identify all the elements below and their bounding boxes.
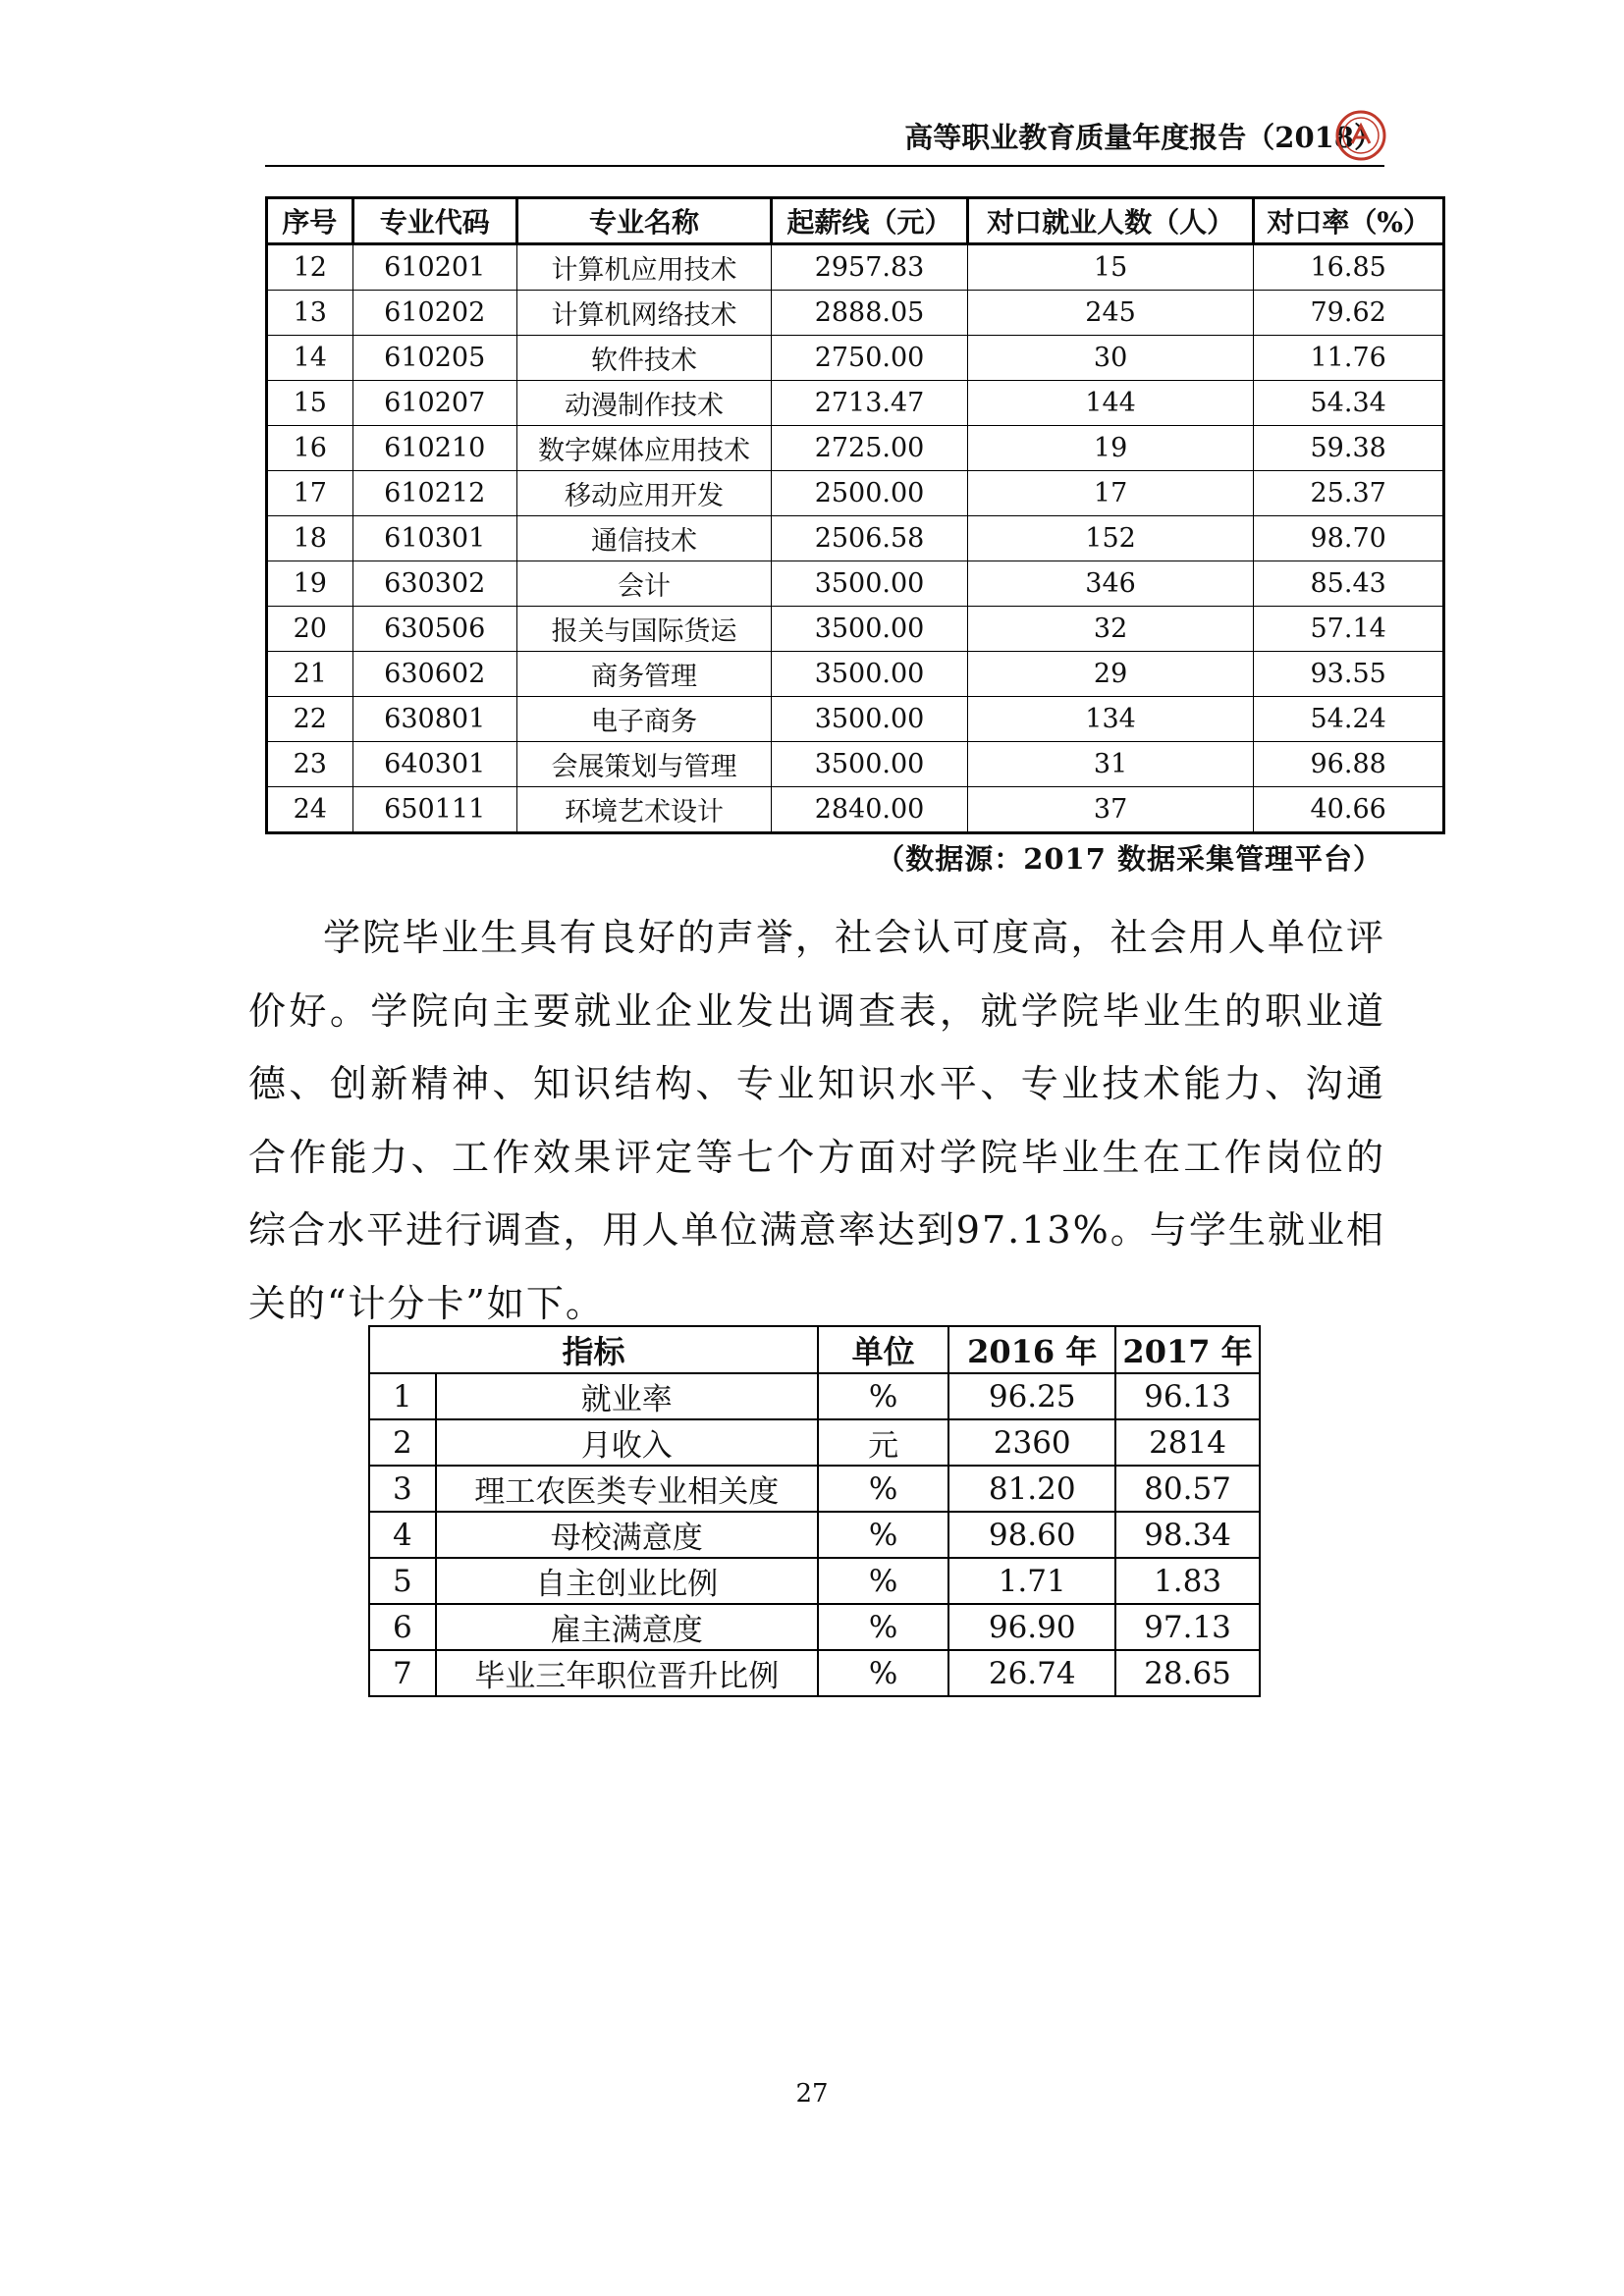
- cell-salary: 2713.47: [772, 381, 968, 426]
- cell-salary: 2957.83: [772, 244, 968, 291]
- col-header-code: 专业代码: [352, 198, 516, 244]
- cell-indicator: 母校满意度: [436, 1512, 818, 1558]
- cell-matched-count: 144: [967, 381, 1253, 426]
- cell-index: 12: [267, 244, 353, 291]
- cell-index: 2: [369, 1419, 436, 1466]
- cell-index: 3: [369, 1466, 436, 1512]
- col-header-index: 序号: [267, 198, 353, 244]
- table-row: [267, 471, 1444, 516]
- cell-code: 610301: [352, 516, 516, 561]
- cell-matched-count: 31: [967, 742, 1253, 787]
- cell-major-name: 软件技术: [516, 336, 771, 381]
- scorecard-table: [368, 1325, 1261, 1697]
- cell-matched-rate: 25.37: [1254, 471, 1444, 516]
- col-header-name: 专业名称: [516, 198, 771, 244]
- table-row: [267, 561, 1444, 607]
- cell-major-name: 商务管理: [516, 652, 771, 697]
- cell-index: 20: [267, 607, 353, 652]
- cell-matched-count: 245: [967, 291, 1253, 336]
- table-source-note: （数据源：2017 数据采集管理平台）: [876, 842, 1382, 876]
- cell-unit: %: [818, 1558, 948, 1604]
- cell-unit: %: [818, 1512, 948, 1558]
- cell-matched-count: 134: [967, 697, 1253, 742]
- cell-2016: 1.71: [948, 1558, 1115, 1604]
- cell-code: 610205: [352, 336, 516, 381]
- table-row: [369, 1558, 1260, 1604]
- cell-major-name: 移动应用开发: [516, 471, 771, 516]
- cell-unit: %: [818, 1604, 948, 1650]
- cell-index: 6: [369, 1604, 436, 1650]
- cell-major-name: 动漫制作技术: [516, 381, 771, 426]
- cell-index: 4: [369, 1512, 436, 1558]
- cell-matched-rate: 96.88: [1254, 742, 1444, 787]
- cell-2017: 96.13: [1115, 1373, 1260, 1419]
- cell-salary: 2840.00: [772, 787, 968, 833]
- cell-index: 14: [267, 336, 353, 381]
- cell-salary: 2500.00: [772, 471, 968, 516]
- cell-unit: 元: [818, 1419, 948, 1466]
- cell-matched-count: 29: [967, 652, 1253, 697]
- cell-matched-count: 37: [967, 787, 1253, 833]
- table-row: [267, 742, 1444, 787]
- table-row: [267, 381, 1444, 426]
- cell-2016: 96.25: [948, 1373, 1115, 1419]
- cell-matched-count: 32: [967, 607, 1253, 652]
- cell-index: 22: [267, 697, 353, 742]
- cell-code: 630602: [352, 652, 516, 697]
- cell-major-name: 环境艺术设计: [516, 787, 771, 833]
- cell-index: 1: [369, 1373, 436, 1419]
- cell-matched-rate: 54.34: [1254, 381, 1444, 426]
- cell-index: 21: [267, 652, 353, 697]
- cell-2017: 98.34: [1115, 1512, 1260, 1558]
- cell-2016: 26.74: [948, 1650, 1115, 1696]
- col-header-unit: 单位: [818, 1326, 948, 1373]
- cell-index: 13: [267, 291, 353, 336]
- cell-2017: 1.83: [1115, 1558, 1260, 1604]
- table-row: [267, 244, 1444, 291]
- cell-matched-count: 17: [967, 471, 1253, 516]
- cell-index: 19: [267, 561, 353, 607]
- cell-salary: 2888.05: [772, 291, 968, 336]
- cell-major-name: 数字媒体应用技术: [516, 426, 771, 471]
- cell-unit: %: [818, 1373, 948, 1419]
- cell-matched-rate: 93.55: [1254, 652, 1444, 697]
- cell-code: 610202: [352, 291, 516, 336]
- cell-indicator: 理工农医类专业相关度: [436, 1466, 818, 1512]
- cell-code: 610201: [352, 244, 516, 291]
- school-emblem-icon: [1335, 110, 1386, 161]
- cell-index: 15: [267, 381, 353, 426]
- col-header-2016: 2016 年: [948, 1326, 1115, 1373]
- cell-matched-count: 19: [967, 426, 1253, 471]
- col-header-matched-count: 对口就业人数（人）: [967, 198, 1253, 244]
- table-row: [267, 787, 1444, 833]
- table-row: [369, 1466, 1260, 1512]
- col-header-indicator: 指标: [369, 1326, 818, 1373]
- cell-index: 23: [267, 742, 353, 787]
- cell-matched-rate: 79.62: [1254, 291, 1444, 336]
- cell-major-name: 通信技术: [516, 516, 771, 561]
- cell-indicator: 毕业三年职位晋升比例: [436, 1650, 818, 1696]
- cell-salary: 3500.00: [772, 697, 968, 742]
- cell-matched-rate: 59.38: [1254, 426, 1444, 471]
- table-header-row: [369, 1326, 1260, 1373]
- cell-major-name: 计算机应用技术: [516, 244, 771, 291]
- cell-matched-rate: 85.43: [1254, 561, 1444, 607]
- table-row: [267, 652, 1444, 697]
- cell-matched-rate: 54.24: [1254, 697, 1444, 742]
- cell-code: 650111: [352, 787, 516, 833]
- page-number: 27: [795, 2079, 829, 2109]
- cell-index: 17: [267, 471, 353, 516]
- cell-2016: 96.90: [948, 1604, 1115, 1650]
- cell-salary: 3500.00: [772, 652, 968, 697]
- table-row: [369, 1373, 1260, 1419]
- cell-matched-rate: 98.70: [1254, 516, 1444, 561]
- cell-major-name: 电子商务: [516, 697, 771, 742]
- table-row: [267, 516, 1444, 561]
- cell-2017: 28.65: [1115, 1650, 1260, 1696]
- cell-code: 630506: [352, 607, 516, 652]
- cell-salary: 2725.00: [772, 426, 968, 471]
- cell-major-name: 报关与国际货运: [516, 607, 771, 652]
- col-header-matched-rate: 对口率（%）: [1254, 198, 1444, 244]
- cell-matched-rate: 57.14: [1254, 607, 1444, 652]
- cell-code: 610210: [352, 426, 516, 471]
- cell-major-name: 会展策划与管理: [516, 742, 771, 787]
- cell-code: 610212: [352, 471, 516, 516]
- cell-major-name: 计算机网络技术: [516, 291, 771, 336]
- cell-matched-count: 152: [967, 516, 1253, 561]
- cell-index: 5: [369, 1558, 436, 1604]
- cell-salary: 3500.00: [772, 742, 968, 787]
- table-row: [267, 607, 1444, 652]
- cell-2016: 81.20: [948, 1466, 1115, 1512]
- cell-code: 630801: [352, 697, 516, 742]
- cell-2017: 97.13: [1115, 1604, 1260, 1650]
- cell-2017: 2814: [1115, 1419, 1260, 1466]
- cell-matched-rate: 40.66: [1254, 787, 1444, 833]
- cell-matched-rate: 11.76: [1254, 336, 1444, 381]
- table-row: [369, 1419, 1260, 1466]
- cell-2017: 80.57: [1115, 1466, 1260, 1512]
- cell-matched-count: 346: [967, 561, 1253, 607]
- body-paragraph: 学院毕业生具有良好的声誉，社会认可度高，社会用人单位评价好。学院向主要就业企业发出调查表，就学院毕业生的职业道德、创新精神、知识结构、专业知识水平、专业技术能力、沟通合作能力、工作效果评定等七个方面对学院毕业生在工作岗位的综合水平进行调查，用人单位满意率达到97.13%。与学生就业相关的“计分卡”如下。: [248, 916, 1385, 1325]
- cell-indicator: 自主创业比例: [436, 1558, 818, 1604]
- cell-code: 610207: [352, 381, 516, 426]
- cell-code: 640301: [352, 742, 516, 787]
- cell-salary: 2506.58: [772, 516, 968, 561]
- cell-index: 16: [267, 426, 353, 471]
- report-header-title: 高等职业教育质量年度报告（2018）: [904, 121, 1382, 154]
- cell-salary: 2750.00: [772, 336, 968, 381]
- cell-matched-count: 30: [967, 336, 1253, 381]
- table-row: [369, 1650, 1260, 1696]
- table-row: [267, 697, 1444, 742]
- table-row: [369, 1512, 1260, 1558]
- cell-salary: 3500.00: [772, 561, 968, 607]
- cell-unit: %: [818, 1650, 948, 1696]
- cell-2016: 98.60: [948, 1512, 1115, 1558]
- cell-index: 7: [369, 1650, 436, 1696]
- table-row: [267, 291, 1444, 336]
- table-row: [267, 336, 1444, 381]
- cell-major-name: 会计: [516, 561, 771, 607]
- table-row: [369, 1604, 1260, 1650]
- table-header-row: [267, 198, 1444, 244]
- cell-unit: %: [818, 1466, 948, 1512]
- cell-matched-rate: 16.85: [1254, 244, 1444, 291]
- cell-indicator: 雇主满意度: [436, 1604, 818, 1650]
- col-header-2017: 2017 年: [1115, 1326, 1260, 1373]
- cell-2016: 2360: [948, 1419, 1115, 1466]
- cell-salary: 3500.00: [772, 607, 968, 652]
- cell-index: 24: [267, 787, 353, 833]
- cell-indicator: 就业率: [436, 1373, 818, 1419]
- cell-matched-count: 15: [967, 244, 1253, 291]
- cell-code: 630302: [352, 561, 516, 607]
- cell-index: 18: [267, 516, 353, 561]
- header-rule: [265, 165, 1384, 167]
- cell-indicator: 月收入: [436, 1419, 818, 1466]
- col-header-salary: 起薪线（元）: [772, 198, 968, 244]
- table-row: [267, 426, 1444, 471]
- major-employment-table: [265, 196, 1445, 834]
